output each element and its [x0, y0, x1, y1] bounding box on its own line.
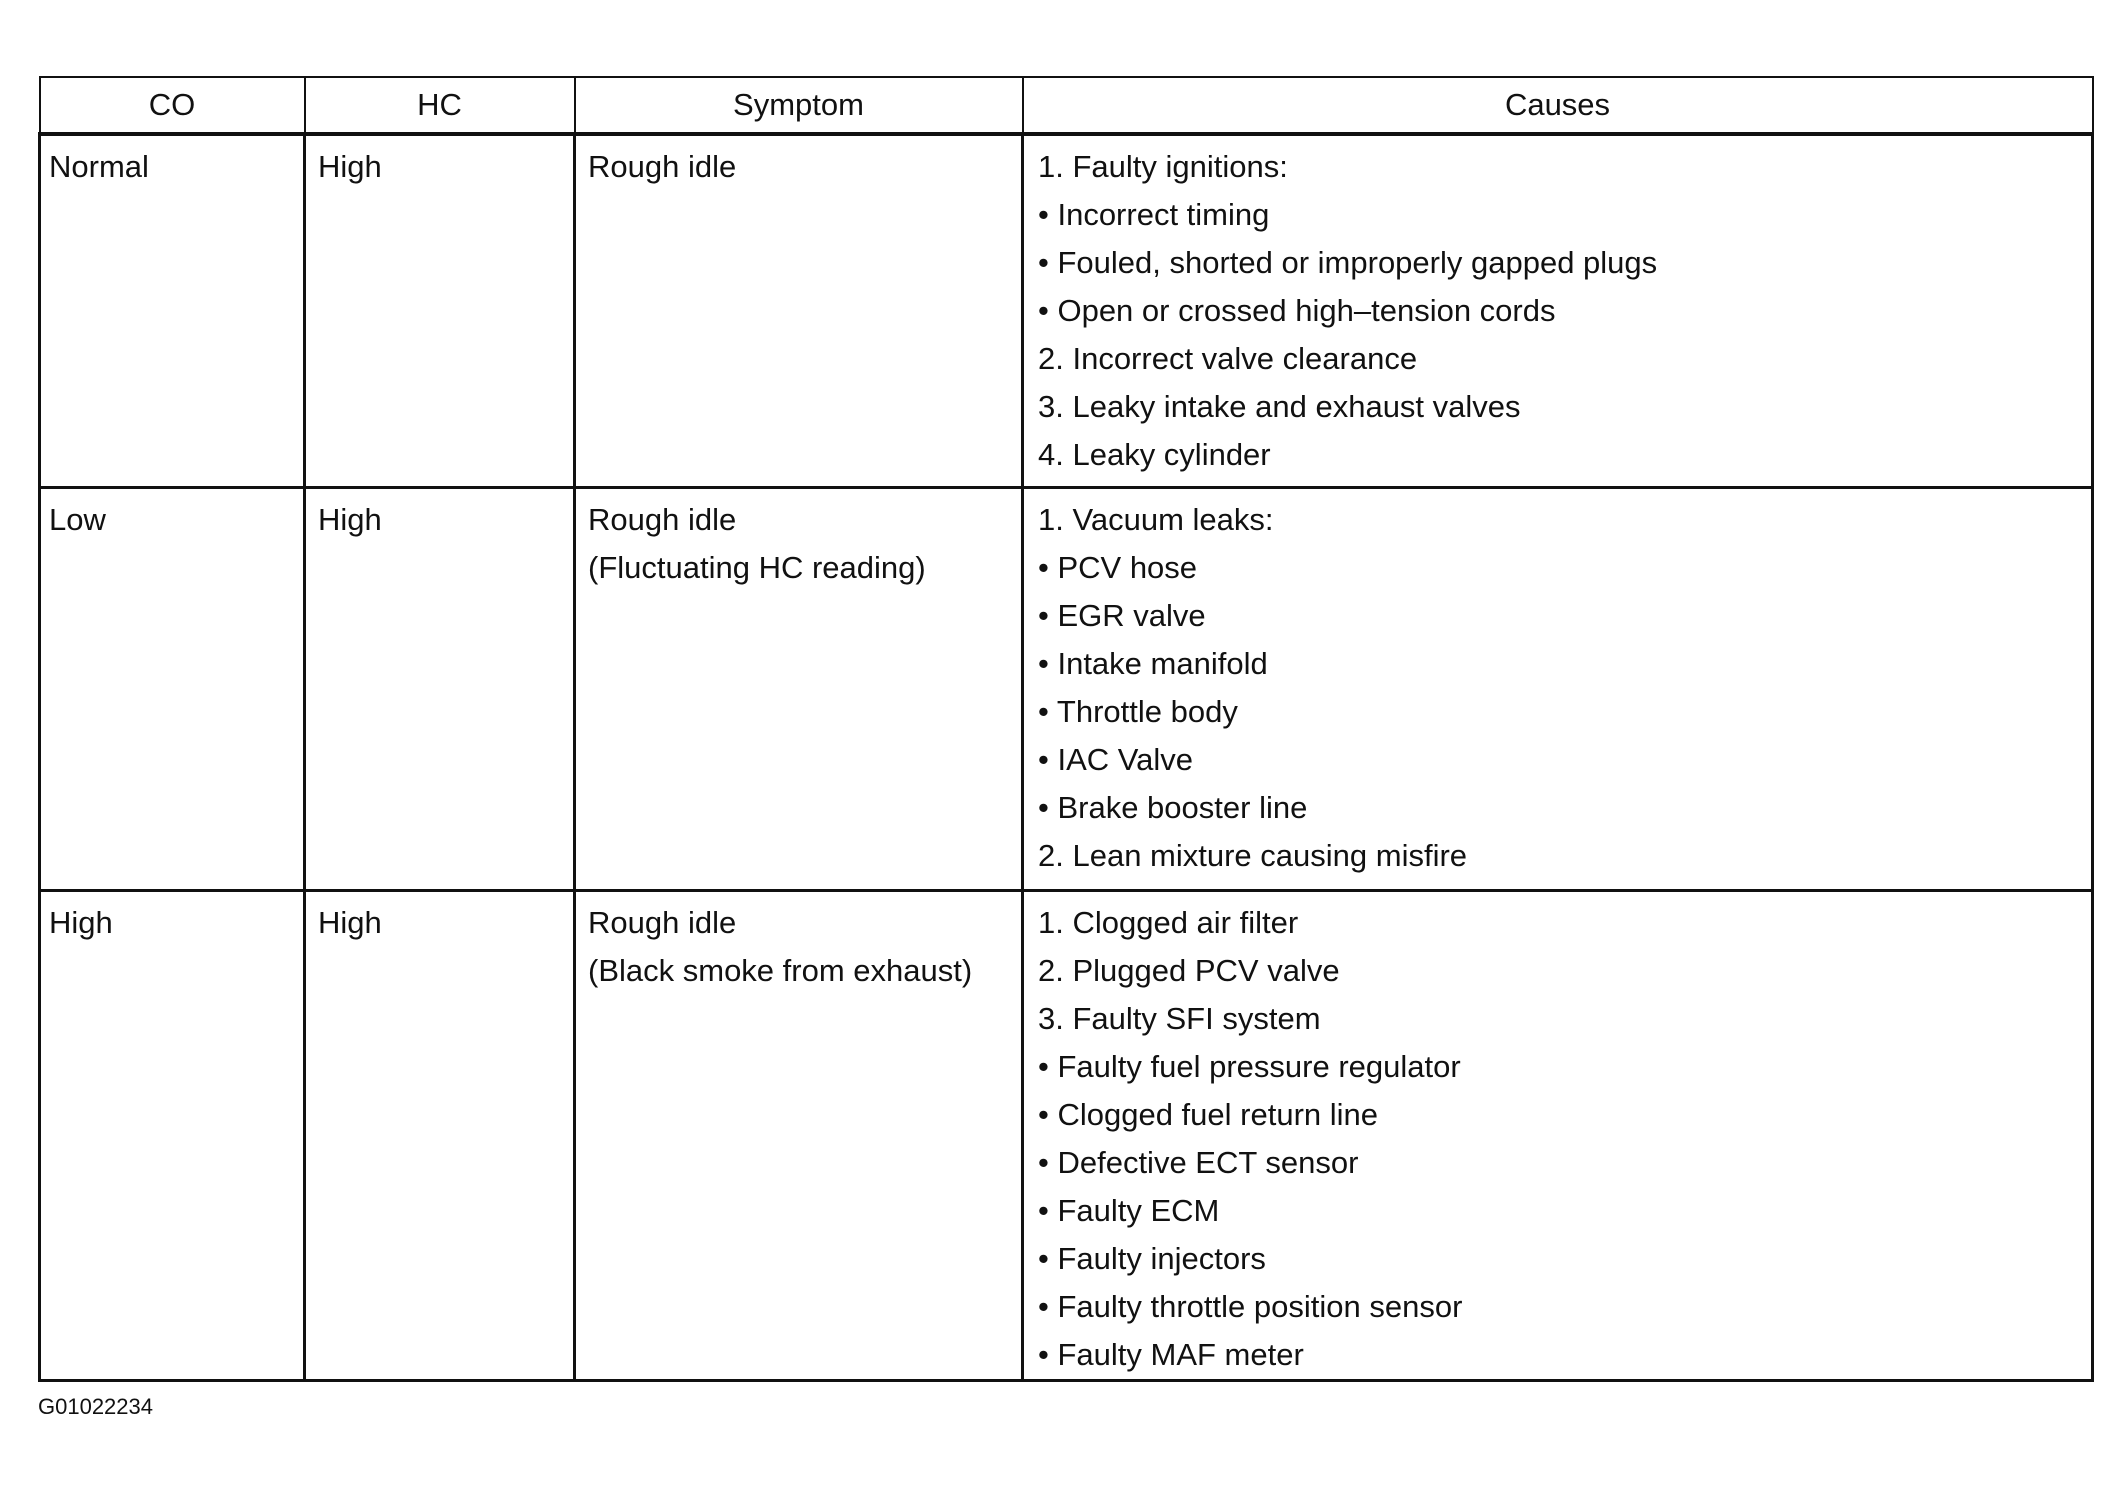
hc-cell: High — [305, 890, 575, 1380]
co-cell: High — [40, 890, 305, 1380]
cause-item: • Faulty fuel pressure regulator — [1038, 1048, 1461, 1084]
cause-item: • Incorrect timing — [1038, 197, 1270, 232]
cause-item: • Intake manifold — [1038, 645, 1268, 681]
cause-item: 4. Leaky cylinder — [1038, 437, 1271, 472]
cause-item: 3. Leaky intake and exhaust valves — [1038, 389, 1521, 424]
symptom-line: (Fluctuating HC reading) — [588, 549, 926, 585]
cause-item: 1. Faulty ignitions: — [1038, 149, 1288, 184]
cause-item: • Faulty injectors — [1038, 1240, 1266, 1276]
cause-item: • Throttle body — [1038, 693, 1238, 729]
co-cell: Low — [40, 487, 305, 890]
hc-cell: High — [305, 487, 575, 890]
causes-cell — [1023, 890, 2093, 1380]
table-header-row — [40, 77, 2093, 134]
header-symptom: Symptom — [575, 77, 1023, 134]
table-row — [40, 487, 2093, 890]
co-hc-diagnosis-table — [38, 76, 2094, 1382]
causes-cell — [1023, 134, 2093, 487]
cause-item: 1. Clogged air filter — [1038, 904, 1299, 940]
cause-item: • EGR valve — [1038, 597, 1206, 633]
cause-item: • PCV hose — [1038, 549, 1198, 585]
header-causes: Causes — [1023, 77, 2093, 134]
symptom-cell — [575, 890, 1023, 1380]
header-hc: HC — [305, 77, 575, 134]
diagnosis-table-figure — [38, 76, 2091, 1382]
cause-item: 2. Lean mixture causing misfire — [1038, 837, 1468, 873]
table-row — [40, 890, 2093, 1380]
cause-item: • Brake booster line — [1038, 789, 1308, 825]
symptom-line: Rough idle — [588, 501, 737, 537]
cause-item: 3. Faulty SFI system — [1038, 1000, 1321, 1036]
co-cell: Normal — [40, 134, 305, 487]
cause-item: 2. Incorrect valve clearance — [1038, 341, 1418, 376]
causes-cell — [1023, 487, 2093, 890]
cause-item: • Defective ECT sensor — [1038, 1144, 1359, 1180]
cause-item: • Faulty MAF meter — [1038, 1336, 1304, 1372]
symptom-line: (Black smoke from exhaust) — [588, 952, 973, 988]
cause-item: • Open or crossed high–tension cords — [1038, 293, 1556, 328]
cause-item: • Clogged fuel return line — [1038, 1096, 1379, 1132]
cause-item: 2. Plugged PCV valve — [1038, 952, 1340, 988]
figure-id: G01022234 — [38, 1394, 153, 1419]
table-row — [40, 134, 2093, 487]
symptom-cell — [575, 487, 1023, 890]
symptom-line: Rough idle — [588, 904, 737, 940]
hc-cell: High — [305, 134, 575, 487]
cause-item: • IAC Valve — [1038, 741, 1193, 777]
cause-item: • Faulty ECM — [1038, 1192, 1220, 1228]
symptom-line: Rough idle — [588, 149, 737, 184]
symptom-cell — [575, 134, 1023, 487]
cause-item: • Fouled, shorted or improperly gapped plugs — [1038, 245, 1658, 280]
cause-item: • Faulty throttle position sensor — [1038, 1288, 1463, 1324]
cause-item: 1. Vacuum leaks: — [1038, 501, 1274, 537]
header-co: CO — [40, 77, 305, 134]
